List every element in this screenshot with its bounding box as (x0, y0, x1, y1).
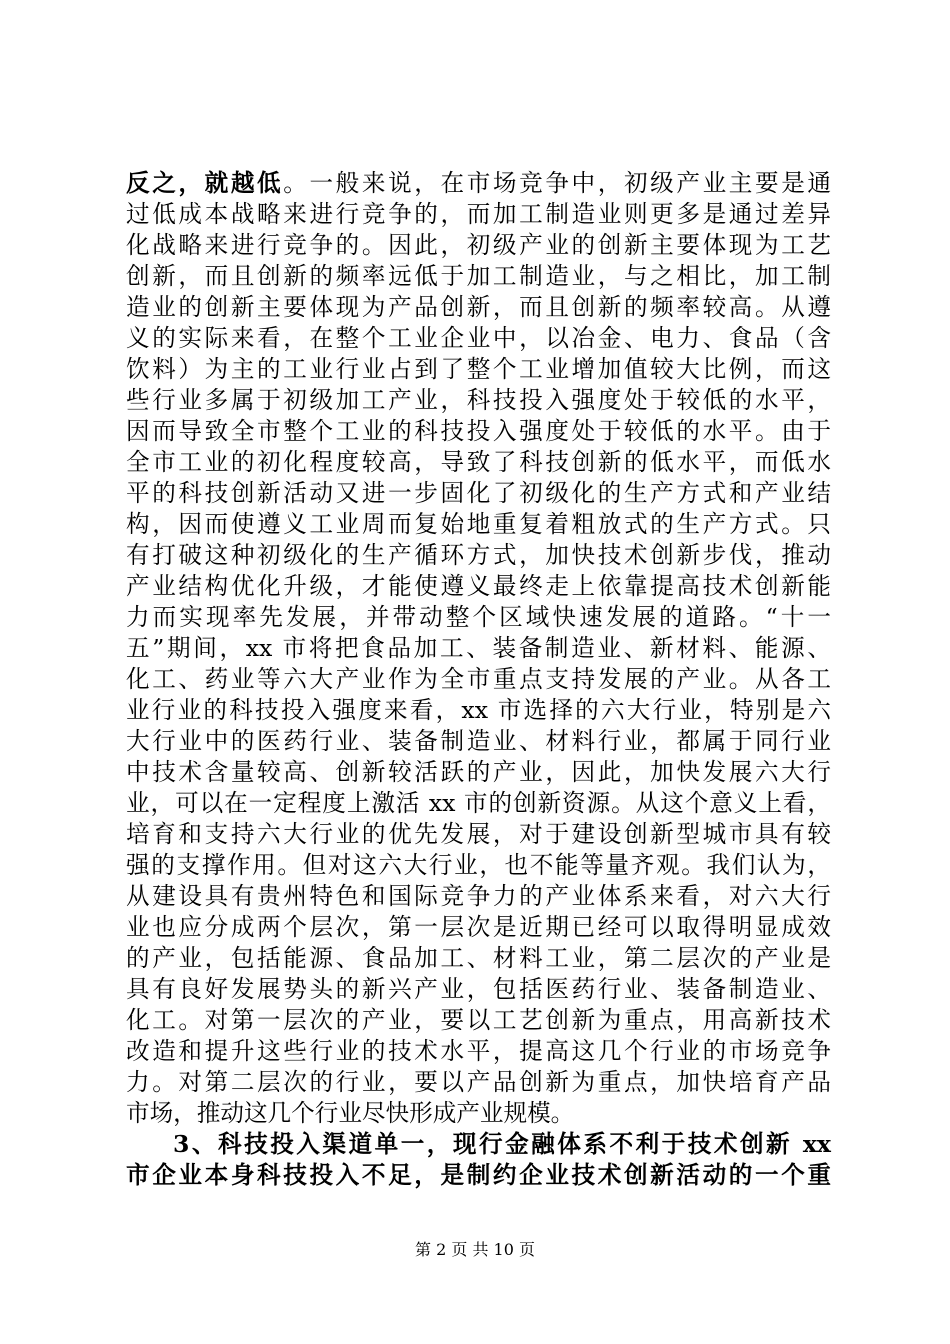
text-line: 产业结构优化升级，才能使遵义最终走上依靠提高技术创新能 (126, 572, 831, 600)
text-line: 培育和支持六大行业的优先发展，对于建设创新型城市具有较 (126, 820, 831, 848)
text-line: 化战略来进行竞争的。因此，初级产业的创新主要体现为工艺 (126, 231, 831, 259)
text-line: 化工。对第一层次的产业，要以工艺创新为重点，用高新技术 (126, 1006, 831, 1034)
text-line: 饮料）为主的工业行业占到了整个工业增加值较大比例，而这 (126, 355, 831, 383)
text-line: 力。对第二层次的行业，要以产品创新为重点，加快培育产品 (126, 1068, 831, 1096)
text-line: 造业的创新主要体现为产品创新，而且创新的频率较高。从遵 (126, 293, 831, 321)
text-line: 从建设具有贵州特色和国际竞争力的产业体系来看，对六大行 (126, 882, 831, 910)
page-number-footer: 第 2 页 共 10 页 (415, 1240, 535, 1259)
text-line: 业也应分成两个层次，第一层次是近期已经可以取得明显成效 (126, 913, 831, 941)
text-line: 中技术含量较高、创新较活跃的产业，因此，加快发展六大行 (126, 758, 831, 786)
text-line: 大行业中的医药行业、装备制造业、材料行业，都属于同行业 (126, 727, 831, 755)
section-heading-line: 市企业本身科技投入不足，是制约企业技术创新活动的一个重 (126, 1161, 831, 1189)
document-body (126, 168, 831, 1191)
text-line: 义的实际来看，在整个工业企业中，以冶金、电力、食品（含 (126, 324, 831, 352)
text-line: 业行业的科技投入强度来看，xx 市选择的六大行业，特别是六 (126, 696, 831, 724)
text-line: 强的支撑作用。但对这六大行业，也不能等量齐观。我们认为， (126, 851, 831, 879)
text-line: 化工、药业等六大产业作为全市重点支持发展的产业。从各工 (126, 665, 831, 693)
text-line: 力而实现率先发展，并带动整个区域快速发展的道路。“十一 (126, 603, 831, 631)
text-line: 市场，推动这几个行业尽快形成产业规模。 (126, 1099, 575, 1127)
text-line: 因而导致全市整个工业的科技投入强度处于较低的水平。由于 (126, 417, 831, 445)
text-line (126, 168, 831, 199)
text-line: 具有良好发展势头的新兴产业，包括医药行业、装备制造业、 (126, 975, 831, 1003)
text-line: 全市工业的初化程度较高，导致了科技创新的低水平，而低水 (126, 448, 831, 476)
section-heading-line: 3、科技投入渠道单一，现行金融体系不利于技术创新 xx (173, 1130, 831, 1158)
text-line: 些行业多属于初级加工产业，科技投入强度处于较低的水平， (126, 386, 831, 414)
text-line: 的产业，包括能源、食品加工、材料工业，第二层次的产业是 (126, 944, 831, 972)
text-line: 五”期间，xx 市将把食品加工、装备制造业、新材料、能源、 (126, 634, 831, 662)
bold-phrase: 反之，就越低 (126, 169, 284, 197)
text-line: 创新，而且创新的频率远低于加工制造业，与之相比，加工制 (126, 262, 831, 290)
text-line: 有打破这种初级化的生产循环方式，加快技术创新步伐，推动 (126, 541, 831, 569)
text-line: 过低成本战略来进行竞争的，而加工制造业则更多是通过差异 (126, 200, 831, 228)
text-line: 平的科技创新活动又进一步固化了初级化的生产方式和产业结 (126, 479, 831, 507)
text-line: 构，因而使遵义工业周而复始地重复着粗放式的生产方式。只 (126, 510, 831, 538)
line-text: 。一般来说，在市场竞争中，初级产业主要是通 (283, 169, 832, 197)
text-line: 业，可以在一定程度上激活 xx 市的创新资源。从这个意义上看， (126, 789, 831, 817)
text-line: 改造和提升这些行业的技术水平，提高这几个行业的市场竞争 (126, 1037, 831, 1065)
